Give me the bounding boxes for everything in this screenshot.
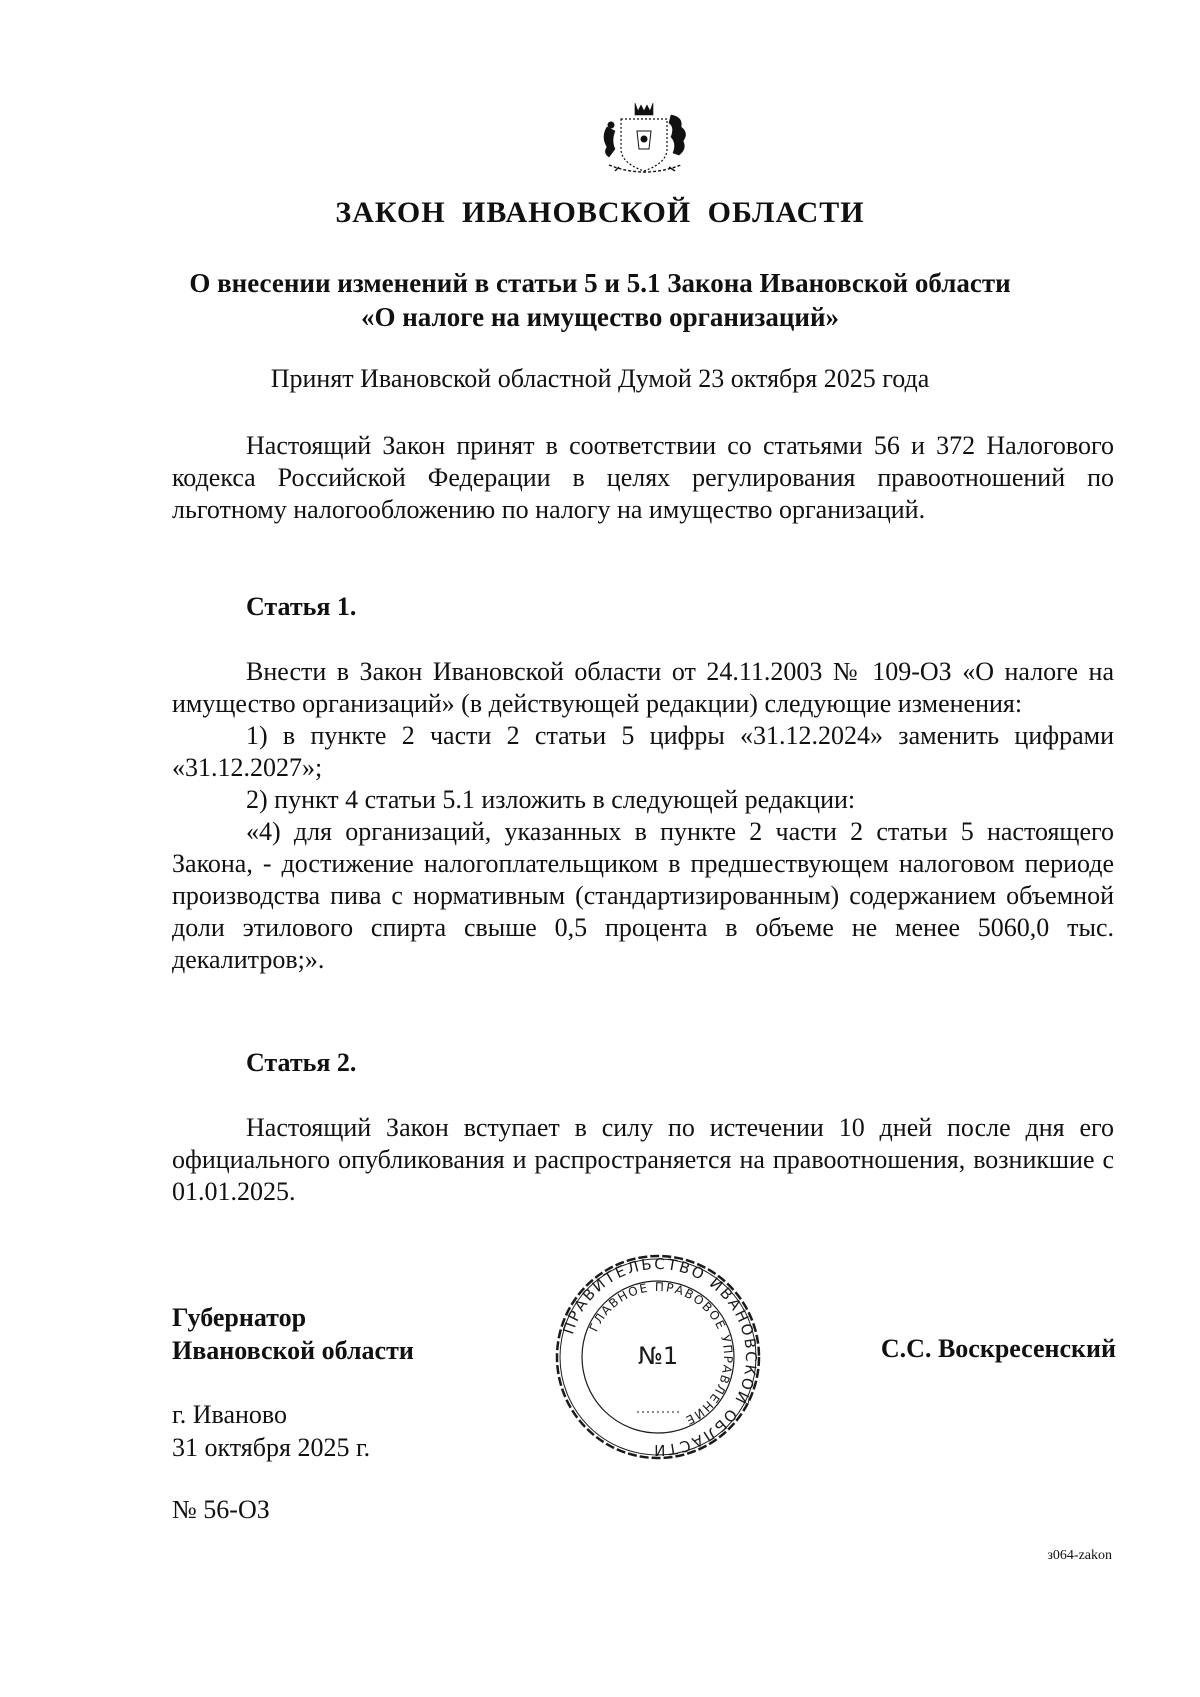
coat-of-arms-icon [597, 97, 693, 183]
seal-number: №1 [637, 1342, 679, 1370]
signing-place-date [172, 1398, 370, 1464]
signing-city: г. Иваново [172, 1400, 287, 1429]
article-1-item-2: 2) пункт 4 статьи 5.1 изложить в следующей редакции: [246, 785, 856, 814]
signatory-name: С.С. Воскресенский [880, 1334, 1116, 1363]
law-number: № 56-ОЗ [172, 1495, 270, 1524]
signatory-role-line-2: Ивановской области [172, 1336, 414, 1365]
article-1-amendment-text: «4) для организаций, указанных в пункте 2 части 2 статьи 5 настоящего Закона, - достижение налогоплательщиком в предшествующем налоговом периоде производства пива с нормативным (стандартизированным) содержанием объемной доли этилового спирта свыше 0,5 процента в объеме не менее 5060,0 тыс. декалитров;». [172, 817, 1114, 974]
document-reference: з064-zakon [1047, 1548, 1112, 1563]
document-title: ЗАКОН ИВАНОВСКОЙ ОБЛАСТИ [335, 196, 865, 229]
official-seal [553, 1252, 763, 1462]
seal-inner-text: ГЛАВНОЕ ПРАВОВОЕ УПРАВЛЕНИЕ [586, 1279, 736, 1428]
article-2-heading: Статья 2. [246, 1048, 357, 1077]
article-2-paragraph: Настоящий Закон вступает в силу по истечении 10 дней после дня его официального опубликования и распространяется на правоотношения, возникшие с 01.01.2025. [172, 1113, 1114, 1206]
signatory-role-line-1: Губернатор [172, 1303, 307, 1332]
adoption-statement: Принят Ивановской областной Думой 23 октября 2025 года [270, 364, 930, 393]
subtitle-line-1: О внесении изменений в статьи 5 и 5.1 Закона Ивановской области [189, 268, 1011, 298]
subtitle-line-2: «О налоге на имущество организаций» [361, 302, 839, 332]
article-1-paragraph-1: Внести в Закон Ивановской области от 24.11.2003 № 109-ОЗ «О налоге на имущество организаций» (в действующей редакции) следующие изменения: [172, 657, 1114, 718]
seal-outer-text: ПРАВИТЕЛЬСТВО ИВАНОВСКОЙ ОБЛАСТИ [559, 1254, 761, 1460]
article-1-body [172, 656, 1114, 976]
article-2-body [172, 1112, 1114, 1208]
signatory-role [172, 1301, 414, 1367]
article-1-item-1: 1) в пункте 2 части 2 статьи 5 цифры «31.12.2024» заменить цифрами «31.12.2027»; [172, 721, 1114, 782]
intro-paragraph: Настоящий Закон принят в соответствии со статьями 56 и 372 Налогового кодекса Российской Федерации в целях регулирования правоотношений по льготному налогообложению по налогу на имущество организаций. [172, 431, 1114, 524]
document-subtitle [0, 266, 1200, 334]
article-1-heading: Статья 1. [246, 592, 357, 621]
signing-date: 31 октября 2025 г. [172, 1433, 371, 1462]
intro-section [172, 430, 1114, 526]
